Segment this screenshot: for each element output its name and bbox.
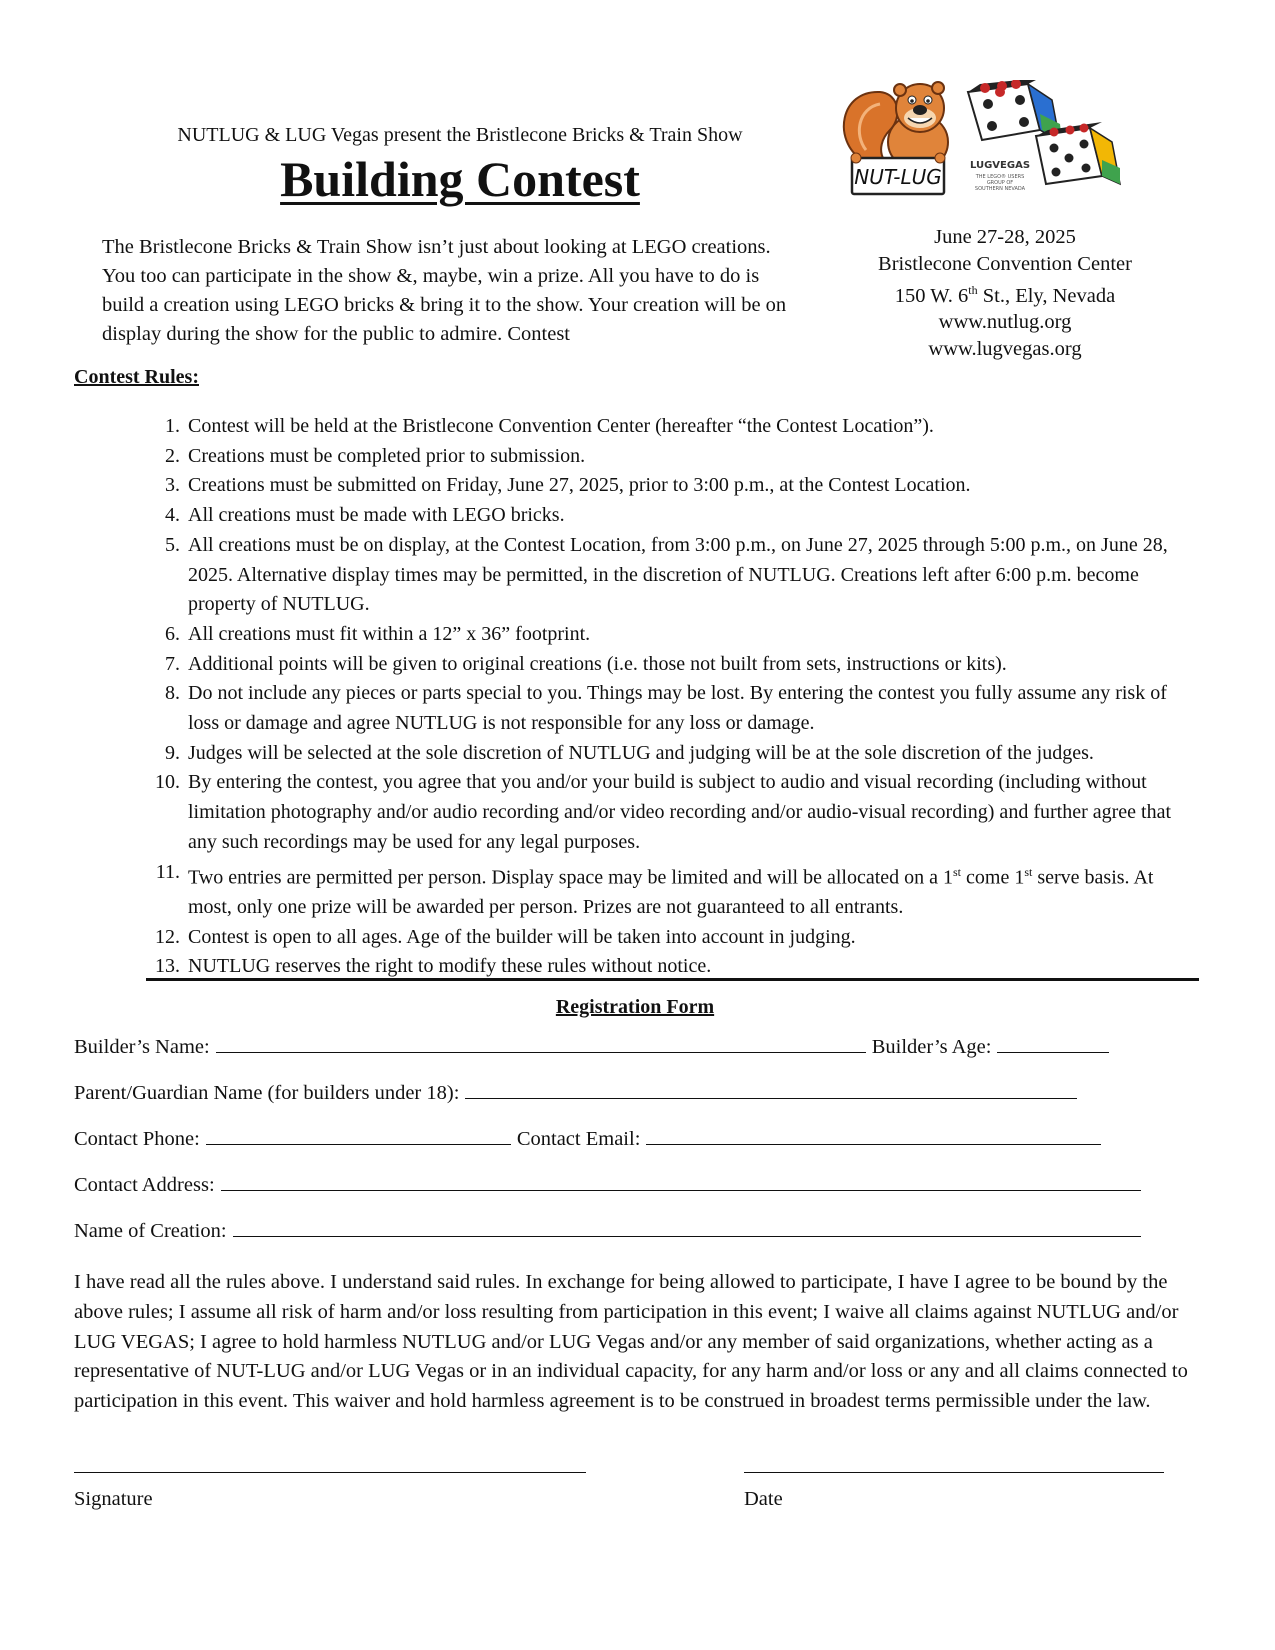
parent-row: [74, 1080, 1083, 1105]
builder-name-row: [74, 1034, 1115, 1059]
page-title: Building Contest: [280, 151, 640, 207]
logos: [840, 80, 1180, 215]
section-divider: [146, 978, 1199, 981]
rule-item: 2. Creations must be completed prior to submission.: [165, 444, 586, 467]
builder-name-label: Builder’s Name:: [74, 1036, 210, 1058]
event-site-nutlug[interactable]: www.nutlug.org: [938, 311, 1072, 334]
registration-form-heading: Registration Form: [555, 996, 715, 1018]
rule-item: 6. All creations must fit within a 12” x 36” footprint.: [165, 622, 591, 645]
event-dates: June 27-28, 2025: [934, 226, 1076, 248]
nutlug-sign: [851, 153, 945, 194]
event-info: [835, 224, 1175, 362]
creation-row: [74, 1218, 1147, 1243]
presenter-line: NUTLUG & LUG Vegas present the Bristlecone Bricks & Train Show: [177, 124, 743, 146]
creation-name-label: Name of Creation:: [74, 1220, 227, 1242]
intro-paragraph: The Bristlecone Bricks & Train Show isn’t just about looking at LEGO creations. You too can participate in the show &, maybe, win a prize. All you have to do is build a creation using LEGO bricks & bring it to the show. Your creation will be on display during the show for the public to admire. Contest: [102, 236, 787, 345]
builder-name-field[interactable]: [216, 1034, 866, 1053]
lugvegas-tagline-1: THE LEGO® USERS: [975, 174, 1025, 180]
date-label: Date: [744, 1488, 783, 1510]
rule-item: 11. Two entries are permitted per person. Display space may be limited and will be allocated on a 1st come 1st serve basis. At most, only one prize will be awarded per person. Prizes are not guaranteed to all entrants.: [155, 860, 1154, 918]
event-venue: Bristlecone Convention Center: [878, 252, 1132, 275]
rule-item: 9. Judges will be selected at the sole discretion of NUTLUG and judging will be at the sole discretion of the judges.: [165, 741, 1094, 764]
contact-email-label: Contact Email:: [516, 1128, 641, 1150]
contact-phone-label: Contact Phone:: [74, 1128, 200, 1150]
nutlug-sign-text: NUT-LUG: [854, 165, 942, 189]
contact-address-label: Contact Address:: [74, 1174, 215, 1196]
signature-field[interactable]: [74, 1472, 586, 1473]
signature-label: Signature: [74, 1488, 153, 1510]
rules-heading: Contest Rules:: [74, 366, 199, 388]
builder-age-label: Builder’s Age:: [871, 1036, 992, 1058]
lugvegas-name: LUGVEGAS: [969, 160, 1031, 171]
creation-name-field[interactable]: [233, 1218, 1141, 1237]
rule-item: 3. Creations must be submitted on Friday, June 27, 2025, prior to 3:00 p.m., at the Contest Location.: [165, 474, 971, 497]
rule-item: 1. Contest will be held at the Bristlecone Convention Center (hereafter “the Contest Location”).: [165, 415, 934, 437]
event-site-lugvegas[interactable]: www.lugvegas.org: [928, 337, 1082, 360]
contact-address-field[interactable]: [221, 1172, 1141, 1191]
date-field[interactable]: [744, 1472, 1164, 1473]
rule-item: 7. Additional points will be given to original creations (i.e. those not built from sets, instructions or kits).: [165, 652, 1007, 675]
rule-item: 8. Do not include any pieces or parts special to you. Things may be lost. By entering the contest you fully assume any risk of loss or damage and agree NUTLUG is not responsible for any loss or damage.: [165, 682, 1167, 735]
rule-item: 13. NUTLUG reserves the right to modify these rules without notice.: [155, 955, 712, 978]
parent-name-field[interactable]: [465, 1080, 1077, 1099]
waiver-paragraph: I have read all the rules above. I understand said rules. In exchange for being allowed to participate, I have I agree to be bound by the above rules; I assume all risk of harm and/or loss resulting from participation in this event; I waive all claims against NUTLUG and/or LUG VEGAS; I agree to hold harmless NUTLUG and/or LUG Vegas and/or any member of said organizations, whether acting as a representative of NUT-LUG and/or LUG Vegas or in an individual capacity, for any harm and/or loss or any and all claims connected to participation in this event. This waiver and hold harmless agreement is to be construed in broadest terms permissible under the law.: [74, 1271, 1188, 1413]
rule-item: 12. Contest is open to all ages. Age of the builder will be taken into account in judging.: [155, 925, 856, 948]
rule-item: 5. All creations must be on display, at the Contest Location, from 3:00 p.m., on June 27, 2025 through 5:00 p.m., on June 28, 2025. Alternative display times may be permitted, in the discretion of NUTLUG. Creations left after 6:00 p.m. become property of NUTLUG.: [165, 533, 1168, 616]
parent-label: Parent/Guardian Name (for builders under 18):: [74, 1082, 460, 1104]
event-address: 150 W. 6th St., Ely, Nevada: [894, 283, 1116, 307]
address-row: [74, 1172, 1147, 1197]
contact-phone-field[interactable]: [206, 1126, 511, 1145]
nutlug-logo: [844, 82, 948, 194]
contact-row: [74, 1126, 1107, 1151]
builder-age-field[interactable]: [997, 1034, 1109, 1053]
lugvegas-logo: [968, 80, 1120, 192]
rule-item: 10. By entering the contest, you agree that you and/or your build is subject to audio and visual recording (including without limitation photography and/or audio recording and/or video recording and/or audio-visual recording) and further agree that any such recordings may be used for any legal purposes.: [155, 771, 1172, 853]
lugvegas-tagline-2: GROUP OF: [986, 180, 1014, 186]
lugvegas-tagline-3: SOUTHERN NEVADA: [974, 186, 1026, 192]
rule-item: 4. All creations must be made with LEGO bricks.: [165, 504, 565, 527]
contact-email-field[interactable]: [646, 1126, 1101, 1145]
rules-list: [146, 412, 1196, 982]
